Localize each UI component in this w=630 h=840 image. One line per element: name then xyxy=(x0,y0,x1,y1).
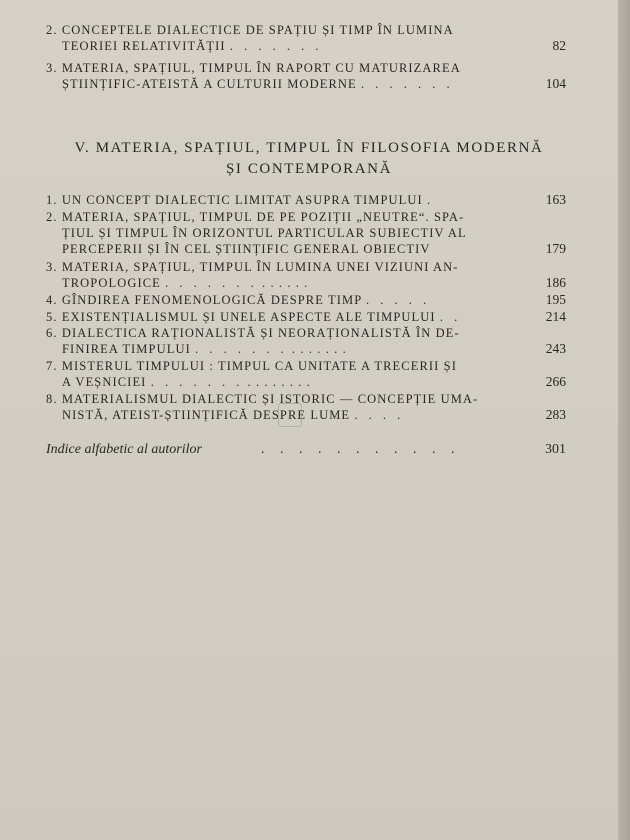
toc-entry-line: 3. MATERIA, SPAȚIUL, TIMPUL ÎN LUMINA UNEI VIZIUNI AN- xyxy=(46,260,459,274)
toc-entry-line: 1. UN CONCEPT DIALECTIC LIMITAT ASUPRA TIMPULUI . xyxy=(46,193,435,207)
toc-entry xyxy=(46,22,566,54)
toc-entry-line: 3. MATERIA, SPAȚIUL, TIMPUL ÎN RAPORT CU MATURIZAREA xyxy=(46,61,461,75)
toc-page-number: 195 xyxy=(545,292,566,307)
toc-page-number: 82 xyxy=(552,38,566,53)
toc-page-number: 214 xyxy=(545,309,566,324)
section-title-continued: ȘI CONTEMPORANĂ xyxy=(225,161,393,177)
toc-index-entry xyxy=(46,442,566,458)
toc-entry xyxy=(46,192,566,208)
toc-entry xyxy=(46,309,566,325)
toc-entry xyxy=(46,292,566,308)
toc-entry-line: ȚIUL ȘI TIMPUL ÎN ORIZONTUL PARTICULAR SUBIECTIV AL xyxy=(62,226,467,240)
toc-entry-line: FINIREA TIMPULUI . . . . . . . . . . . . . . xyxy=(62,342,347,356)
toc-entry-line: TEORIEI RELATIVITĂȚII . . . . . . . xyxy=(62,39,323,53)
toc-page-number: 163 xyxy=(545,192,566,207)
toc-page-number: 243 xyxy=(545,341,566,356)
toc-entry-line: 2. CONCEPTELE DIALECTICE DE SPAȚIU ȘI TIMP ÎN LUMINA xyxy=(46,23,454,37)
toc-entry-line: A VEȘNICIEI . . . . . . . . . . . . . . . xyxy=(62,375,311,389)
leader-dots: . . . . . . . . . . . xyxy=(261,442,461,457)
toc-entry xyxy=(46,358,566,390)
index-label: Indice alfabetic al autorilor xyxy=(46,442,202,457)
toc-entry-line: NISTĂ, ATEIST-ȘTIINȚIFICĂ DESPRE LUME . . . . xyxy=(62,408,405,422)
toc-entry xyxy=(46,259,566,291)
page-edge xyxy=(618,0,630,840)
toc-entry xyxy=(46,60,566,92)
section-title: V. MATERIA, SPAȚIUL, TIMPUL ÎN FILOSOFIA MODERNĂ xyxy=(74,140,544,156)
toc-entry-line: 2. MATERIA, SPAȚIUL, TIMPUL DE PE POZIȚII „NEUTRE“. SPA- xyxy=(46,210,465,224)
toc-page-number: 186 xyxy=(545,275,566,290)
toc-page-number: 283 xyxy=(545,407,566,422)
toc-entry-line: 4. GÎNDIREA FENOMENOLOGICĂ DESPRE TIMP . . . . . xyxy=(46,293,431,307)
toc-entry xyxy=(46,325,566,357)
toc-page-number: 104 xyxy=(545,76,566,91)
toc-entry-line: PERCEPERII ȘI ÎN CEL ȘTIINȚIFIC GENERAL OBIECTIV xyxy=(62,242,431,256)
watermark-mark xyxy=(278,403,302,427)
toc-page-number: 179 xyxy=(545,241,566,256)
toc-entry xyxy=(46,209,566,257)
toc-page-number: 301 xyxy=(545,442,566,457)
toc-entry-line: 8. MATERIALISMUL DIALECTIC ȘI ISTORIC — CONCEPȚIE UMA- xyxy=(46,392,479,406)
toc-entry-line: 5. EXISTENȚIALISMUL ȘI UNELE ASPECTE ALE TIMPULUI . . xyxy=(46,310,462,324)
toc-entry xyxy=(46,391,566,423)
toc-entry-line: 6. DIALECTICA RAȚIONALISTĂ ȘI NEORAȚIONALISTĂ ÎN DE- xyxy=(46,326,460,340)
toc-page-number: 266 xyxy=(545,374,566,389)
toc-entry-line: TROPOLOGICE . . . . . . . . . . . . . xyxy=(62,276,309,290)
toc-entry-line: 7. MISTERUL TIMPULUI : TIMPUL CA UNITATE A TRECERII ȘI xyxy=(46,359,457,373)
toc-entry-line: ȘTIINȚIFIC-ATEISTĂ A CULTURII MODERNE . . . . . . . xyxy=(62,77,454,91)
